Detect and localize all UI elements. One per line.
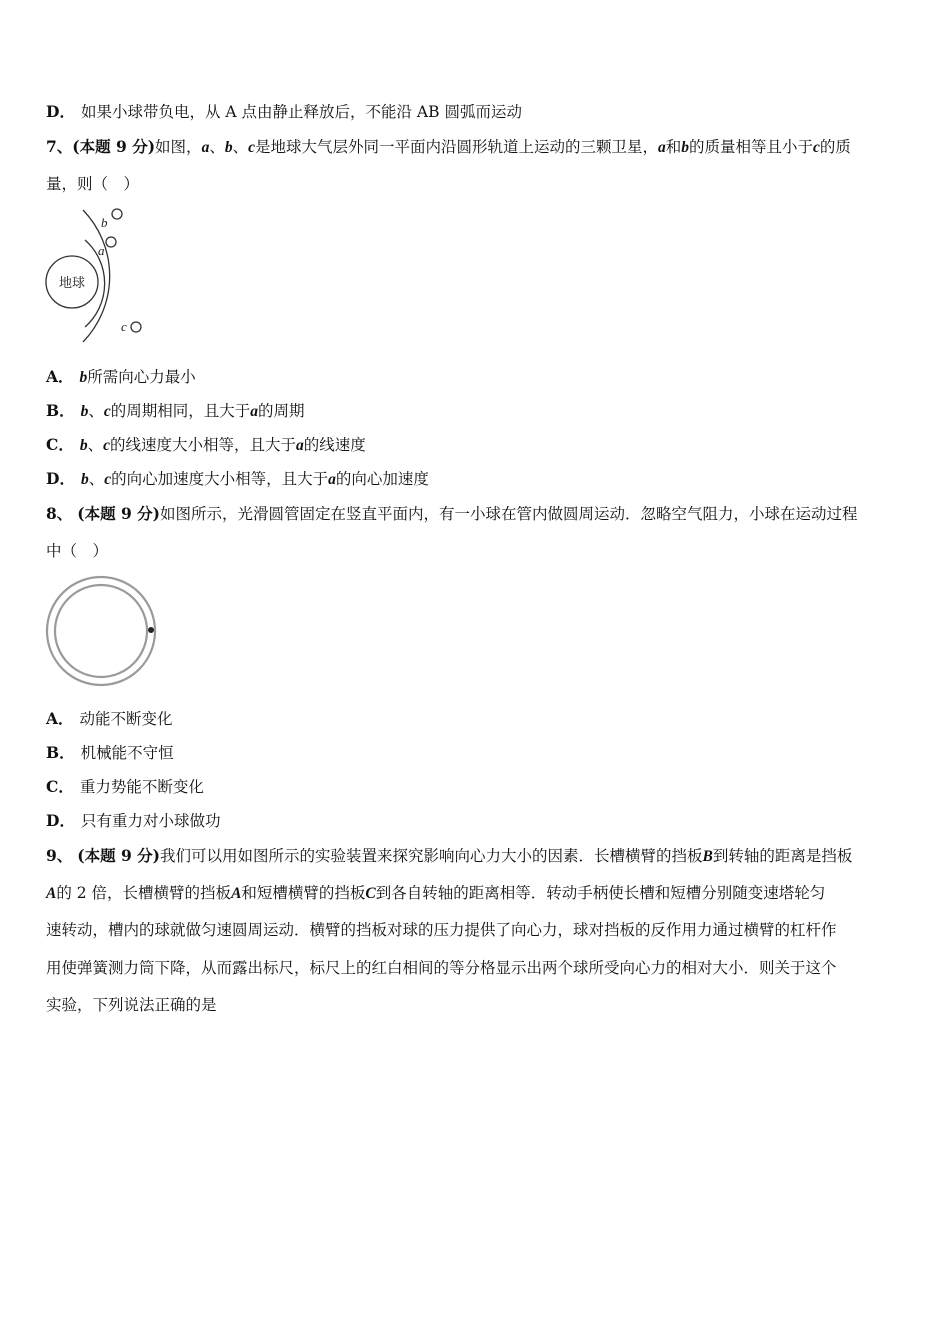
var-b: b [79,437,88,454]
q8-option-a [46,709,173,729]
q7-text: 是地球大气层外同一平面内沿圆形轨道上运动的三颗卫星， [254,138,658,156]
q9-text: 到转轴的距离是挡板 [712,847,853,865]
q8-score: (本题 9 分) [77,504,160,523]
q7-text: 的质 [819,138,851,156]
q8-text: 如图所示，光滑圆管固定在竖直平面内，有一小球在管内做圆周运动．忽略空气阻力，小球在运动过程 [159,505,858,523]
option-text: 动能不断变化 [79,710,173,728]
ball [148,627,154,633]
q7-option-d [46,469,429,490]
q8-option-d [46,811,220,831]
tube-inner [55,585,147,677]
q8-stem-line1 [46,504,858,524]
var-c: c [103,437,110,454]
var-a: a [658,139,666,156]
satellite-a [106,237,116,247]
option-letter: D． [46,469,75,488]
q7-number: 7、 [46,137,73,156]
option-text: 的周期 [258,402,305,420]
var-c: c [103,403,111,420]
q9-text: 速转动，槽内的球就做匀速圆周运动．横臂的挡板对球的压力提供了向心力，球对挡板的反作用力通过横臂的杠杆作 [46,921,837,939]
var-c: c [248,139,255,156]
sep: 、 [87,436,104,454]
option-text: 机械能不守恒 [80,744,174,762]
q9-text: 用使弹簧测力筒下降，从而露出标尺，标尺上的红白相间的等分格显示出两个球所受向心力的相对大小．则关于这个 [46,959,837,977]
var-A: A [231,885,242,902]
option-text: 所需向心力最小 [87,368,196,386]
option-letter: C． [46,777,74,796]
q7-option-a [46,367,196,388]
q7-stem-line2 [46,174,139,194]
q7-option-b [46,401,305,422]
q9-text: 的 2 倍，长槽横臂的挡板 [56,884,232,902]
q8-option-b [46,743,174,763]
var-a: a [201,139,210,156]
option-text: 如果小球带负电，从 A 点由静止释放后，不能沿 AB 圆弧而运动 [80,103,522,121]
label-a: a [98,243,105,258]
q8-tube-figure [44,574,158,688]
option-text: 重力势能不断变化 [79,778,204,796]
option-text: 的线速度大小相等，且大于 [110,436,297,454]
q9-stem-line3 [46,920,837,940]
sep: 、 [88,402,104,420]
option-text: 的向心加速度大小相等，且大于 [111,470,329,488]
q9-text: 实验，下列说法正确的是 [46,996,217,1014]
var-b: b [80,403,89,420]
sep: 、 [209,138,225,156]
q8-text: 中（ ） [46,542,109,560]
q9-text: 我们可以用如图所示的实验装置来探究影响向心力大小的因素．长槽横臂的挡板 [159,847,703,865]
var-c: c [104,471,112,488]
tube-outer [47,577,155,685]
q8-stem-line2 [46,541,108,561]
q7-text: 和 [665,138,682,156]
option-letter: A． [46,709,74,728]
option-letter: D． [46,102,75,121]
option-text: 只有重力对小球做功 [80,812,221,830]
var-a: a [328,471,336,488]
satellite-c [131,322,141,332]
q9-stem-line4 [46,958,837,978]
q8-number: 8、 [46,504,73,523]
label-c: c [121,319,127,334]
q7-text: 如图， [155,138,202,156]
var-C: C [365,885,376,902]
sep: 、 [88,470,105,488]
var-b: b [79,369,88,386]
var-B: B [702,848,713,865]
label-b: b [101,215,108,230]
q9-score: (本题 9 分) [77,846,160,865]
option-letter: A． [46,367,74,386]
prev-option-d [46,102,522,122]
var-A: A [46,885,57,902]
q7-option-c [46,435,366,456]
q9-stem-line5 [46,995,217,1015]
earth-label: 地球 [58,276,86,291]
option-letter: B． [46,401,75,420]
var-c: c [813,139,820,156]
option-text: 的向心加速度 [335,470,429,488]
option-letter: B． [46,743,75,762]
q7-score: (本题 9 分) [72,137,156,156]
q9-stem-line2 [46,883,904,904]
var-b: b [224,139,233,156]
q9-text: 到各自转轴的距离相等．转动手柄使长槽和短槽分别随变速塔轮匀 [375,884,826,902]
satellite-b [112,209,122,219]
q7-text: 量，则（ ） [46,175,140,193]
q8-option-c [46,777,204,797]
sep: 、 [232,138,249,156]
option-text: 的线速度 [303,436,366,454]
q7-text: 的质量相等且小于 [689,138,814,156]
q9-stem-line1 [46,846,904,867]
option-letter: C． [46,435,74,454]
var-a: a [296,437,304,454]
option-text: 的周期相同，且大于 [110,402,251,420]
var-a: a [250,403,259,420]
q7-stem-line1 [46,137,904,158]
option-letter: D． [46,811,75,830]
q7-orbit-figure [40,202,170,347]
q9-text: 和短槽横臂的挡板 [241,884,366,902]
q9-number: 9、 [46,846,73,865]
var-b: b [80,471,89,488]
var-b: b [681,139,690,156]
